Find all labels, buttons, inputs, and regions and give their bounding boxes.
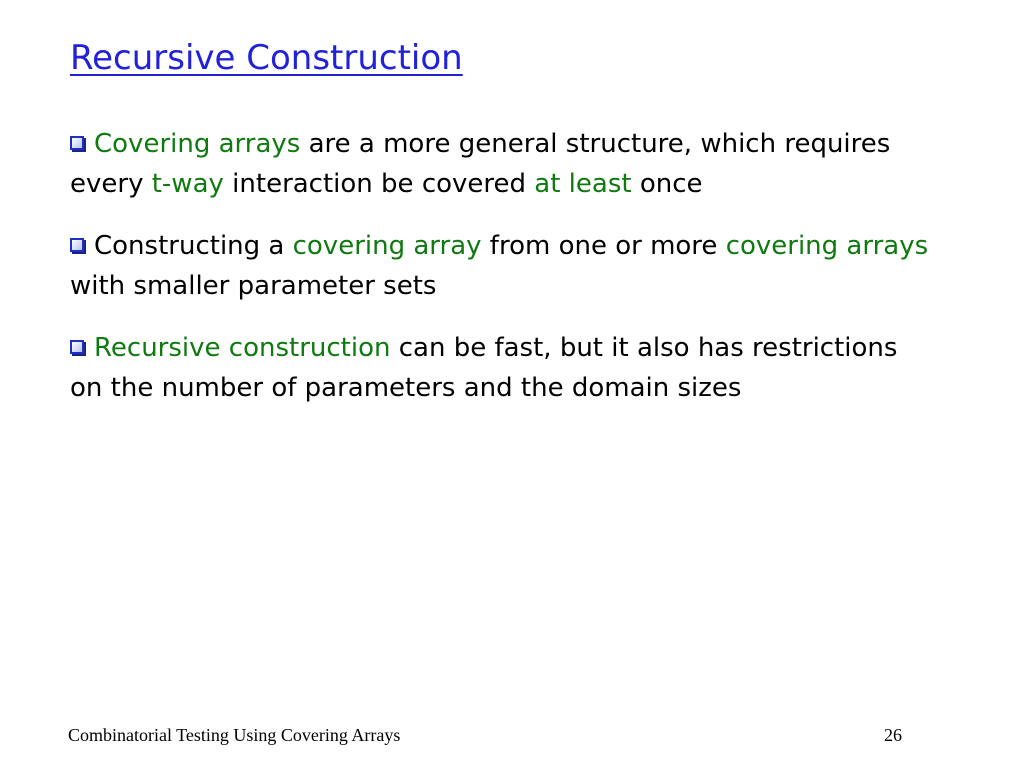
square-bullet-icon — [70, 238, 84, 252]
square-bullet-icon — [70, 340, 84, 354]
bullet-2-segment-2: covering array — [292, 231, 482, 261]
bullet-2-segment-1: Constructing a — [94, 231, 293, 261]
bullet-item-1 — [70, 124, 930, 204]
square-bullet-icon — [70, 136, 84, 150]
bullet-3-segment-2: can be fast, but it also has restrictions on the number of parameters and the domain sizes — [70, 333, 898, 403]
bullet-2-segment-4: covering arrays — [725, 231, 929, 261]
bullet-3-segment-1: Recursive construction — [94, 333, 391, 363]
bullet-item-2 — [70, 226, 930, 306]
bullet-1-segment-1: Covering arrays — [94, 129, 301, 159]
bullet-1-segment-5: at least — [534, 169, 632, 199]
page-number: 26 — [884, 725, 902, 745]
bullet-2-segment-5: with smaller parameter sets — [70, 271, 437, 301]
bullet-list — [70, 124, 930, 430]
bullet-2-segment-3: from one or more — [481, 231, 726, 261]
footer-presentation-title: Combinatorial Testing Using Covering Arrays — [68, 725, 401, 745]
slide-title: Recursive Construction — [70, 38, 463, 78]
bullet-1-segment-4: interaction be covered — [223, 169, 535, 199]
bullet-1-segment-3: t-way — [151, 169, 224, 199]
bullet-item-3 — [70, 328, 930, 408]
bullet-1-segment-6: once — [631, 169, 703, 199]
bullet-1-segment-2: are a more general structure, which requires every — [70, 129, 891, 199]
